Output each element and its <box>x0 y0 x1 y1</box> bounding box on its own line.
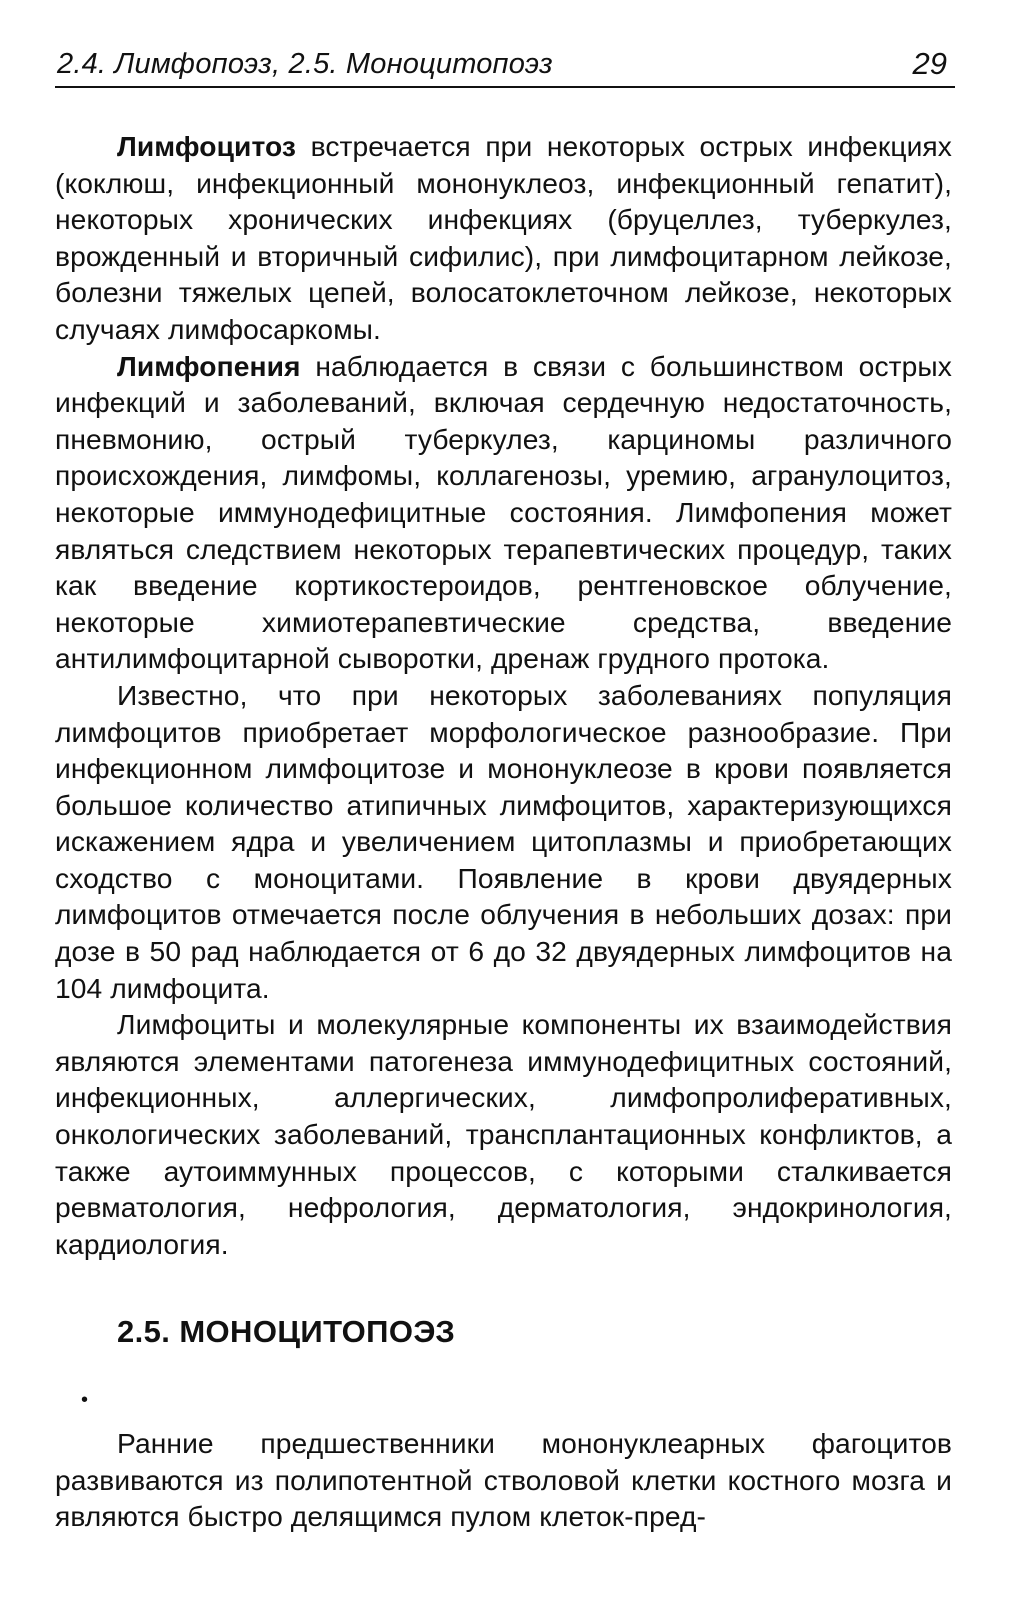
running-header-title: 2.4. Лимфопоэз, 2.5. Моноцитопоэз <box>57 48 553 80</box>
body-text-continued <box>55 1425 952 1535</box>
paragraph-lymphopenia-text: наблюдается в связи с большинством острых инфекций и заболеваний, включая сердечную недостаточность, пневмонию, острый туберкулез, карциномы различного происхождения, лимфомы, коллагенозы, уремию, агранулоцитоз, некоторые иммунодефицитные состояния. Лимфопения может являться следствием некоторых терапевтических процедур, таких как введение кортикостероидов, рентгеновское облучение, некоторые химиотерапевтические средства, введение антилимфоцитарной сыворотки, дренаж грудного протока. <box>55 349 952 675</box>
paragraph-lymphopenia <box>55 348 952 677</box>
paragraph-lymphocytosis-text: встречается при некоторых острых инфекциях (коклюш, инфекционный мононуклеоз, инфекционный гепатит), некоторых хронических инфекциях (бруцеллез, туберкулез, врожденный и вторичный сифилис), при лимфоцитарном лейкозе, болезни тяжелых цепей, волосатоклеточном лейкозе, некоторых случаях лимфосаркомы. <box>55 130 952 345</box>
bullet-mark: • <box>81 1389 89 1411</box>
paragraph-precursors: Ранние предшественники мононуклеарных фагоцитов развиваются из полипотентной стволовой клетки костного мозга и являются быстро делящимся пулом клеток-пред- <box>55 1427 952 1533</box>
paragraph-pathogenesis: Лимфоциты и молекулярные компоненты их взаимодействия являются элементами патогенеза иммунодефицитных состояний, инфекционных, аллергических, лимфопролиферативных, онкологических заболеваний, трансплантационных конфликтов, а также аутоиммунных процессов, с которыми сталкивается ревматология, нефрология, дерматология, эндокринология, кардиология. <box>55 1008 952 1260</box>
section-heading-monocytopoiesis: 2.5. МОНОЦИТОПОЭЗ <box>117 1314 456 1350</box>
term-lymphocytosis: Лимфоцитоз <box>117 130 297 162</box>
body-text <box>55 128 952 1350</box>
page-number: 29 <box>912 46 947 81</box>
paragraph-morphology: Известно, что при некоторых заболеваниях популяция лимфоцитов приобретает морфологическое разнообразие. При инфекционном лимфоцитозе и мононуклеозе в крови появляется большое количество атипичных лимфоцитов, характеризующихся искажением ядра и увеличением цитоплазмы и приобретающих сходство с моноцитами. Появление в крови двуядерных лимфоцитов отмечается после облучения в небольших дозах: при дозе в 50 рад наблюдается от 6 до 32 двуядерных лимфоцитов на 104 лимфоцита. <box>55 678 952 1004</box>
term-lymphopenia: Лимфопения <box>117 349 301 382</box>
paragraph-lymphocytosis <box>55 128 952 348</box>
running-header <box>55 40 955 88</box>
